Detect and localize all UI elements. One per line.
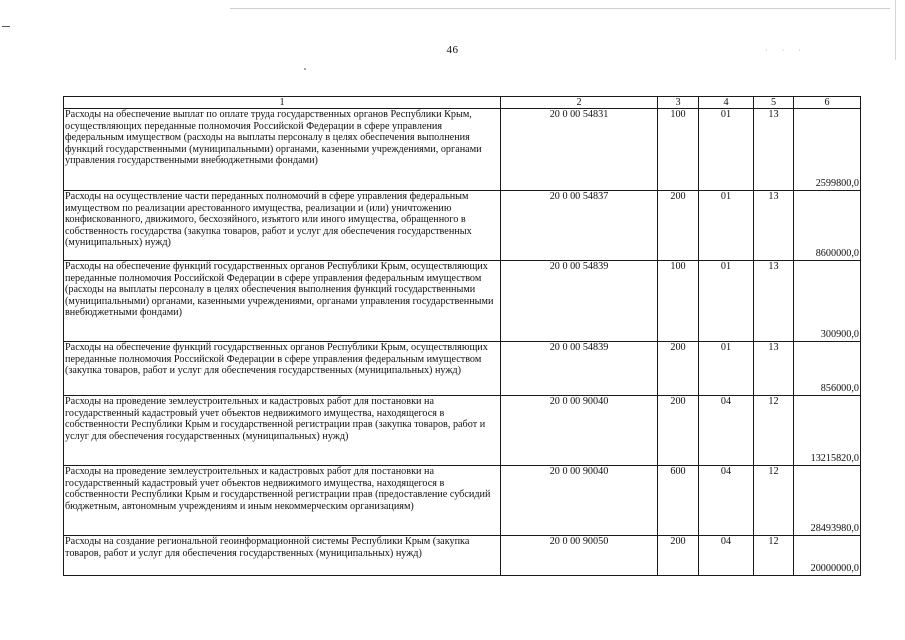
table-row: [64, 466, 861, 536]
row-amount: 8600000,0: [794, 191, 861, 261]
row-col4: 04: [699, 396, 754, 466]
row-code: 20 0 00 90040: [501, 396, 658, 466]
header-cell-5: 5: [754, 97, 794, 109]
row-col3: 200: [658, 536, 699, 576]
row-description: Расходы на проведение землеустроительных и кадастровых работ для постановки на государственный кадастровый учет объектов недвижимого имущества, находящегося в собственности Республики Крым и государственной регистрации прав (предоставление субсидий бюджетным, автономным учреждениям и иным некоммерческим организациям): [64, 466, 501, 536]
header-cell-4: 4: [699, 97, 754, 109]
header-cell-2: 2: [501, 97, 658, 109]
table-row: [64, 191, 861, 261]
scan-top-line: [230, 8, 890, 9]
row-col5: 13: [754, 261, 794, 342]
header-cell-3: 3: [658, 97, 699, 109]
row-description: Расходы на проведение землеустроительных и кадастровых работ для постановки на государственный кадастровый учет объектов недвижимого имущества, находящегося в собственности Республики Крым и государственной регистрации прав (закупка товаров, работ и услуг для обеспечения государственных (муниципальных) нужд): [64, 396, 501, 466]
row-col3: 200: [658, 191, 699, 261]
page-number: 46: [446, 44, 459, 56]
row-amount: 300900,0: [794, 261, 861, 342]
row-col4: 01: [699, 342, 754, 396]
row-amount: 856000,0: [794, 342, 861, 396]
table-row: [64, 261, 861, 342]
row-col4: 04: [699, 536, 754, 576]
row-col4: 01: [699, 109, 754, 191]
scan-edge-mark: [2, 26, 10, 27]
row-code: 20 0 00 54839: [501, 342, 658, 396]
row-col3: 100: [658, 109, 699, 191]
row-col3: 100: [658, 261, 699, 342]
budget-table: [63, 96, 861, 576]
header-cell-6: 6: [794, 97, 861, 109]
row-col5: 12: [754, 466, 794, 536]
row-col3: 200: [658, 396, 699, 466]
scan-dot: [304, 68, 306, 70]
row-amount: 2599800,0: [794, 109, 861, 191]
row-description: Расходы на обеспечение функций государственных органов Республики Крым, осуществляющих переданные полномочия Российской Федерации в сфере управления федеральным имуществом (закупка товаров, работ и услуг для обеспечения государственных (муниципальных) нужд): [64, 342, 501, 396]
header-cell-1: 1: [64, 97, 501, 109]
row-description: Расходы на обеспечение выплат по оплате труда государственных органов Республики Крым, осуществляющих переданные полномочия Российской Федерации в сфере управления федеральным имуществом (расходы на выплаты персоналу в целях обеспечения выполнения функций государственными (муниципальными) органами, казенными учреждениями, органами управления государственными внебюджетными фондами): [64, 109, 501, 191]
row-col5: 13: [754, 109, 794, 191]
row-col3: 600: [658, 466, 699, 536]
row-code: 20 0 00 90050: [501, 536, 658, 576]
row-code: 20 0 00 90040: [501, 466, 658, 536]
row-amount: 28493980,0: [794, 466, 861, 536]
row-col5: 13: [754, 342, 794, 396]
row-amount: 20000000,0: [794, 536, 861, 576]
table-row: [64, 396, 861, 466]
table-row: [64, 342, 861, 396]
row-description: Расходы на создание региональной геоинформационной системы Республики Крым (закупка товаров, работ и услуг для обеспечения государственных (муниципальных) нужд): [64, 536, 501, 576]
row-col5: 12: [754, 396, 794, 466]
row-amount: 13215820,0: [794, 396, 861, 466]
row-code: 20 0 00 54837: [501, 191, 658, 261]
table-row: [64, 536, 861, 576]
row-code: 20 0 00 54839: [501, 261, 658, 342]
scan-specks: · · ·: [765, 46, 807, 55]
row-col4: 01: [699, 191, 754, 261]
row-code: 20 0 00 54831: [501, 109, 658, 191]
row-col4: 04: [699, 466, 754, 536]
row-col5: 12: [754, 536, 794, 576]
table-header-row: [64, 97, 861, 109]
row-col3: 200: [658, 342, 699, 396]
row-col5: 13: [754, 191, 794, 261]
row-description: Расходы на обеспечение функций государственных органов Республики Крым, осуществляющих переданные полномочия Российской Федерации в сфере управления федеральным имуществом (расходы на выплаты персоналу в целях обеспечения выполнения функций государственными (муниципальными) органами, казенными учреждениями, органами управления государственными внебюджетными фондами): [64, 261, 501, 342]
table-row: [64, 109, 861, 191]
row-description: Расходы на осуществление части переданных полномочий в сфере управления федеральным имуществом по реализации арестованного имущества, реализации и (или) уничтожению конфискованного, движимого, бесхозяйного, изъятого или иного имущества, обращенного в собственность государства (закупка товаров, работ и услуг для обеспечения государственных (муниципальных) нужд): [64, 191, 501, 261]
row-col4: 01: [699, 261, 754, 342]
